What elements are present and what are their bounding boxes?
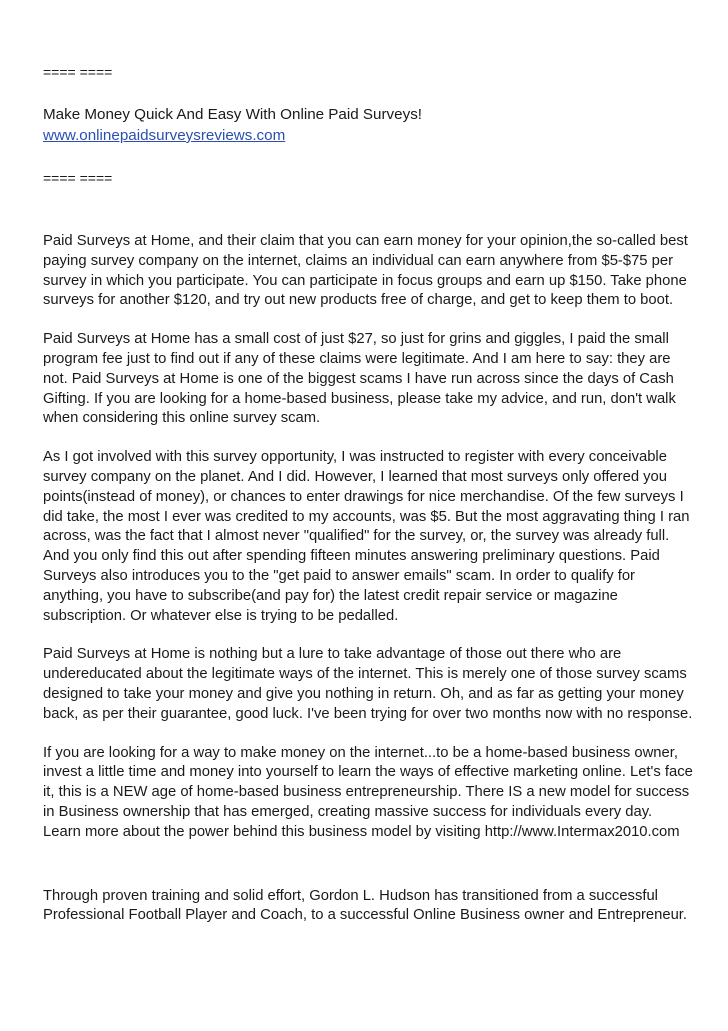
source-link[interactable]: www.onlinepaidsurveysreviews.com [43,127,286,144]
article-title: Make Money Quick And Easy With Online Paid Surveys! [43,106,423,123]
paragraph-intro: Paid Surveys at Home, and their claim that you can earn money for your opinion,the so-called best paying survey company on the internet, claims an individual can earn anywhere from $5-$75 per survey in which you participate. You can participate in focus groups and earn up $150. Take phone surveys for another $120, and try out new products free of charge, and get to keep them to boot. [43,233,688,309]
separator-bottom: ==== ==== [43,170,113,186]
paragraph-recommendation: If you are looking for a way to make money on the internet...to be a home-based business owner, invest a little time and money into yourself to learn the ways of effective marketing online. Let's face it, this is a NEW age of home-based business entrepreneurship. There IS a new model for success in Business ownership that has emerged, creating massive success for individuals every day. Learn more about the power behind this business model by visiting http://www.Intermax2010.com [43,744,693,840]
paragraph-lure: Paid Surveys at Home is nothing but a lure to take advantage of those out there who are undereducated about the legitimate ways of the internet. This is merely one of those survey scams designed to take your money and give you nothing in return. Oh, and as far as getting your money back, as per their guarantee, good luck. I've been trying for over two months now with no response. [43,646,693,722]
paragraph-experience: As I got involved with this survey opportunity, I was instructed to register with every conceivable survey company on the planet. And I did. However, I learned that most surveys only offered you points(instead of money), or chances to enter drawings for nice merchandise. Of the few surveys I did take, the most I ever was credited to my accounts, was $5. But the most aggravating thing I ran across, was the fact that I almost never "qualified" for the survey, or, the survey was already full. And you only find this out after spending fifteen minutes answering preliminary questions. Paid Surveys also introduces you to the "get paid to answer emails" scam. In order to qualify for anything, you have to subscribe(and pay for) the latest credit repair service or magazine subscription. Or whatever else is trying to be pedalled. [43,449,690,624]
paragraph-author-bio: Through proven training and solid effort, Gordon L. Hudson has transitioned from a successful Professional Football Player and Coach, to a successful Online Business owner and Entrepreneur. [43,887,688,924]
separator-top: ==== ==== [43,64,113,80]
document-page [43,62,693,926]
paragraph-cost: Paid Surveys at Home has a small cost of just $27, so just for grins and giggles, I paid the small program fee just to find out if any of these claims were legitimate. And I am here to say: they are not. Paid Surveys at Home is one of the biggest scams I have run across since the days of Cash Gifting. If you are looking for a home-based business, please take my advice, and run, don't walk when considering this online survey scam. [43,331,676,427]
